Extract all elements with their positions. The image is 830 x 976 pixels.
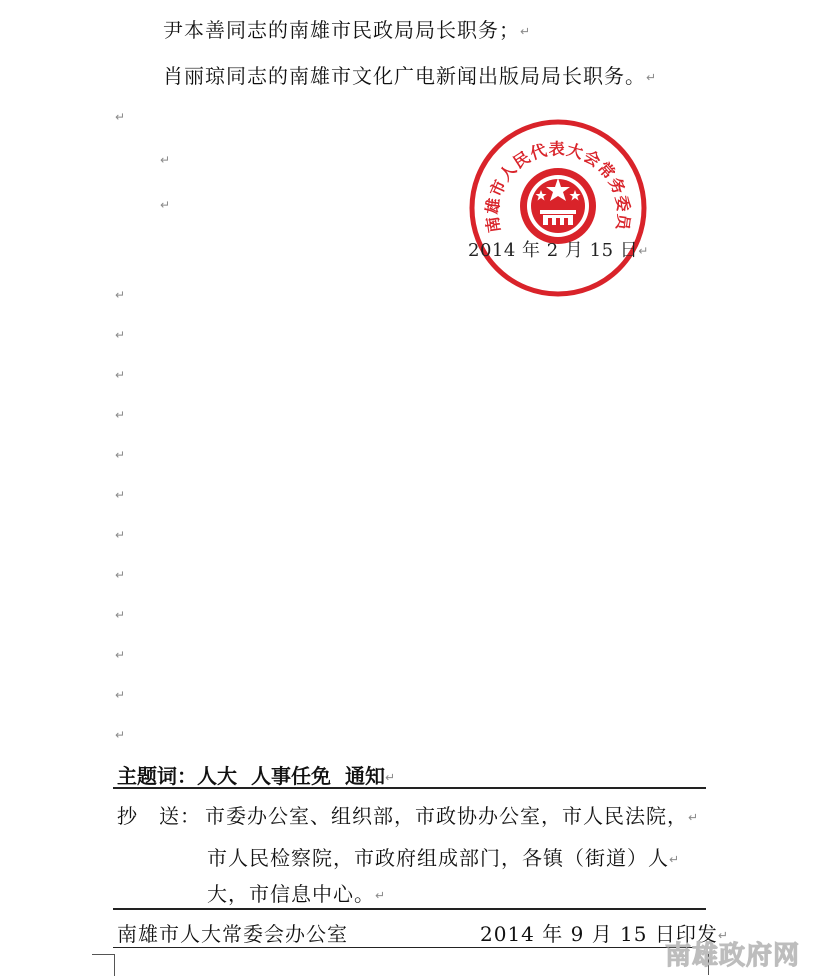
paragraph-mark-icon: ↵ (115, 288, 126, 302)
paragraph-mark-icon: ↵ (646, 70, 658, 85)
paragraph-mark-icon: ↵ (115, 528, 126, 542)
keywords-rule (113, 787, 706, 789)
paragraph-mark-icon: ↵ (115, 328, 126, 342)
footer-issuer: 南雄市人大常委会办公室 (117, 922, 348, 946)
site-watermark: 南雄政府网 (664, 941, 800, 971)
paragraph-mark-icon: ↵ (115, 648, 126, 662)
paragraph-mark-icon: ↵ (638, 244, 649, 258)
seal-text: 南雄市人民代表大会常务委员 (482, 139, 634, 234)
paragraph-mark-icon: ↵ (115, 688, 126, 702)
paragraph-mark-icon: ↵ (717, 928, 729, 943)
cc-label: 抄 送： (117, 804, 201, 828)
keywords-label: 主题词： (117, 764, 197, 788)
paragraph-mark-icon: ↵ (115, 488, 126, 502)
paragraph-mark-icon: ↵ (115, 448, 126, 462)
cc-line-3: 大，市信息中心。↵ (207, 882, 387, 906)
paragraph-mark-icon: ↵ (115, 110, 126, 124)
seal-graphic (468, 118, 648, 298)
keyword-item: 人事任免 (251, 764, 331, 788)
paragraph-mark-icon: ↵ (375, 888, 387, 903)
keyword-item: 通知 (345, 764, 385, 788)
paragraph-mark-icon: ↵ (115, 728, 126, 742)
paragraph-mark-icon: ↵ (115, 408, 126, 422)
official-seal (468, 118, 648, 298)
paragraph-mark-icon: ↵ (115, 608, 126, 622)
body-line-2: 肖丽琼同志的南雄市文化广电新闻出版局局长职务。↵ (163, 64, 658, 88)
paragraph-mark-icon: ↵ (160, 198, 171, 212)
body-line-1: 尹本善同志的南雄市民政局局长职务；↵ (163, 18, 532, 42)
footer-print-date: 2014 年 9 月 15 日印发↵ (480, 922, 729, 946)
paragraph-mark-icon: ↵ (385, 770, 396, 785)
subject-keywords (117, 760, 395, 789)
paragraph-mark-icon: ↵ (115, 368, 126, 382)
paragraph-mark-icon: ↵ (115, 568, 126, 582)
paragraph-mark-icon: ↵ (669, 852, 681, 867)
page-corner-mark (92, 954, 115, 976)
paragraph-mark-icon: ↵ (688, 810, 700, 825)
signature-date: 2014 年 2 月 15 日↵ (468, 240, 649, 261)
cc-rule (113, 908, 706, 910)
cc-line-2: 市人民检察院，市政府组成部门，各镇（街道）人↵ (207, 846, 681, 870)
cc-line-1: 市委办公室、组织部，市政协办公室，市人民法院，↵ (205, 804, 700, 828)
paragraph-mark-icon: ↵ (520, 24, 532, 39)
footer-rule (113, 947, 706, 948)
keyword-item: 人大 (197, 764, 237, 788)
paragraph-mark-icon: ↵ (160, 153, 171, 167)
